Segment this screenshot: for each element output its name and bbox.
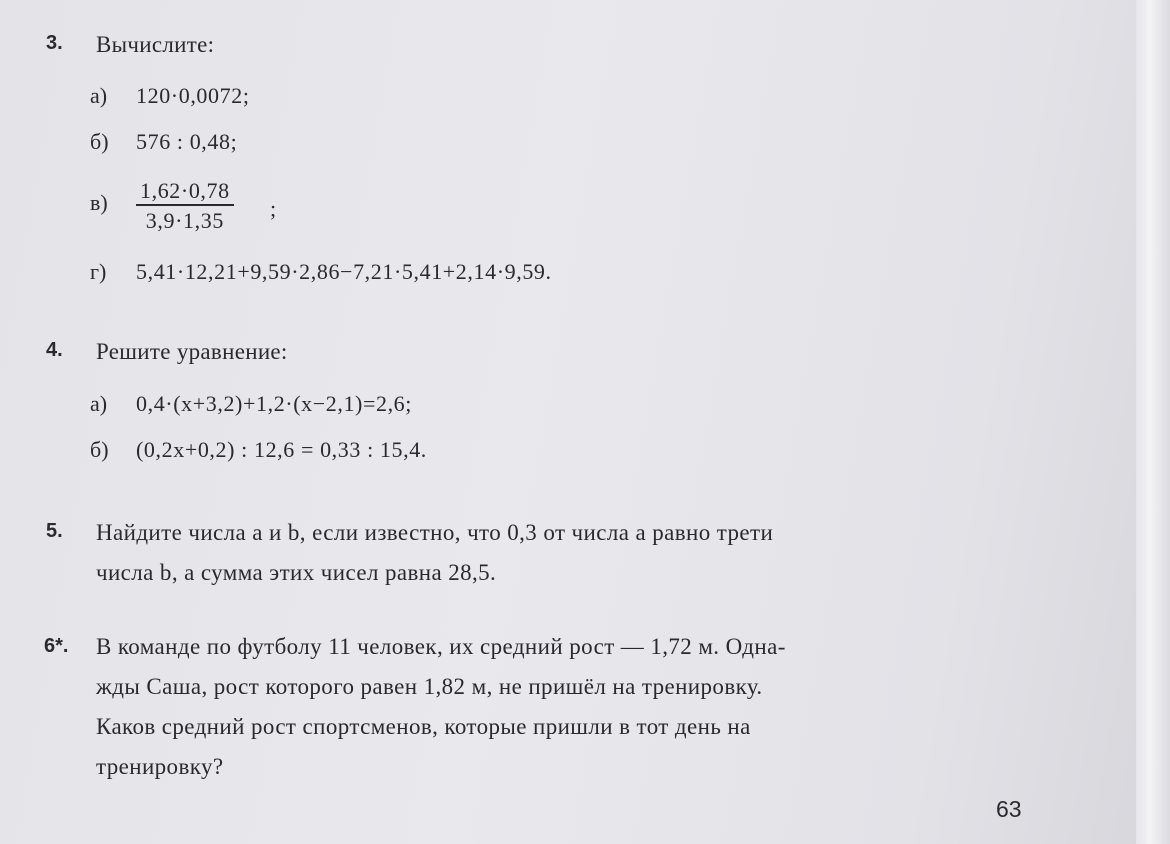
item-label: б) <box>90 129 109 154</box>
fraction-denominator: 3,9·1,35 <box>145 208 224 233</box>
page-edge <box>1136 0 1170 844</box>
item-expression: 5,41·12,21+9,59·2,86−7,21·5,41+2,14·9,59. <box>136 259 552 284</box>
page-number: 63 <box>996 796 1022 822</box>
item-expression: (0,2x+0,2) : 12,6 = 0,33 : 15,4. <box>136 437 427 462</box>
fraction-suffix: ; <box>270 196 277 221</box>
item-label: а) <box>90 83 108 108</box>
problem-number: 4. <box>46 339 63 361</box>
text-line: тренировку? <box>96 754 224 779</box>
item-expression: 120·0,0072; <box>136 83 250 108</box>
problem-3-item-b <box>90 129 237 155</box>
item-expression: 576 : 0,48; <box>136 129 238 154</box>
fraction <box>136 178 234 234</box>
item-label: б) <box>90 437 109 462</box>
item-expression: 0,4·(x+3,2)+1,2·(x−2,1)=2,6; <box>136 391 412 416</box>
problem-number: 3. <box>46 32 63 54</box>
problem-title: Вычислите: <box>96 32 215 57</box>
text-line: числа b, а сумма этих чисел равна 28,5. <box>96 560 497 585</box>
text-line: В команде по футболу 11 человек, их средний рост — 1,72 м. Одна- <box>96 634 786 659</box>
problem-number: 5. <box>46 520 63 542</box>
problem-6-text <box>96 627 1036 787</box>
text-line: Найдите числа a и b, если известно, что 0,3 от числа a равно трети <box>96 520 774 545</box>
text-line: Каков средний рост спортсменов, которые пришли в тот день на <box>96 714 751 739</box>
problem-3-item-a <box>90 83 250 109</box>
item-label: в) <box>90 190 108 215</box>
item-label: а) <box>90 391 108 416</box>
text-line: жды Саша, рост которого равен 1,82 м, не пришёл на тренировку. <box>96 674 763 699</box>
problem-4-item-a <box>90 391 412 417</box>
problem-5-text <box>96 513 1036 593</box>
problem-4-item-b <box>90 437 427 463</box>
problem-title: Решите уравнение: <box>96 339 288 364</box>
item-label: г) <box>90 259 107 284</box>
problem-number: 6*. <box>44 635 69 657</box>
fraction-numerator: 1,62·0,78 <box>136 178 234 206</box>
problem-3-item-d <box>90 259 552 285</box>
